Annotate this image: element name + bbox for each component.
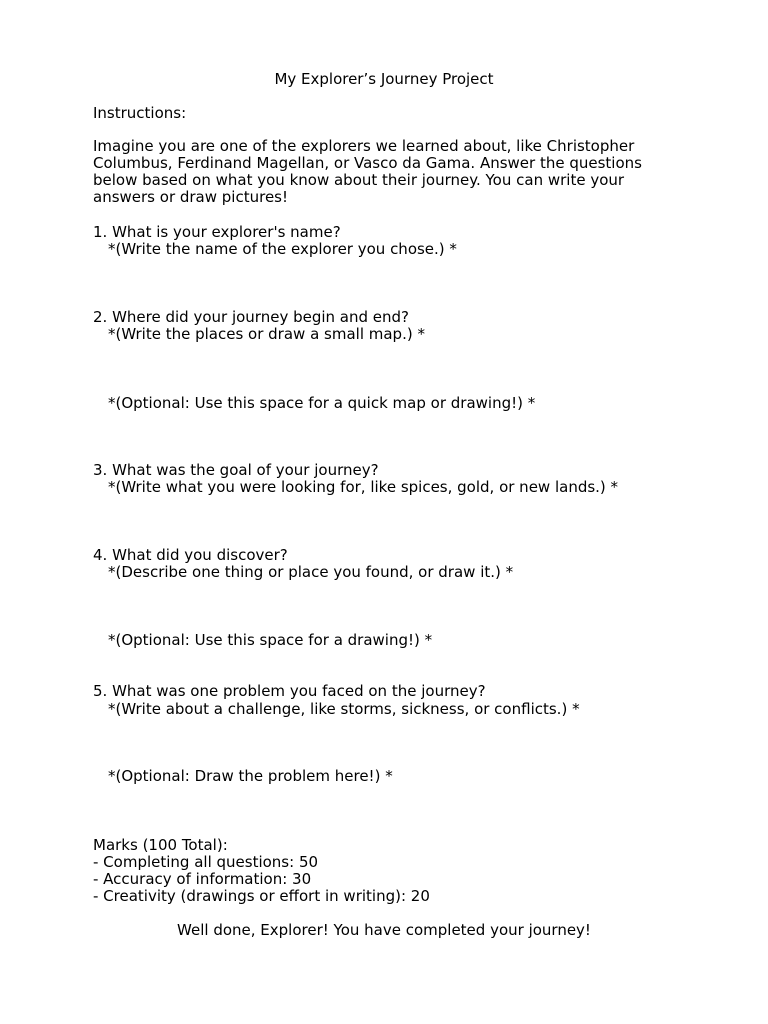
question-text: 2. Where did your journey begin and end?: [93, 308, 410, 326]
question-text: 4. What did you discover?: [93, 546, 288, 564]
question-hint: *(Write the places or draw a small map.) *: [108, 325, 425, 343]
intro-line: Imagine you are one of the explorers we learned about, like Christopher: [93, 137, 635, 155]
marks-item: - Completing all questions: 50: [93, 853, 319, 871]
closing-message: Well done, Explorer! You have completed your journey!: [177, 921, 591, 939]
question-text: 1. What is your explorer's name?: [93, 223, 341, 241]
question-hint: *(Write the name of the explorer you chose.) *: [108, 240, 457, 258]
document-title: My Explorer’s Journey Project: [274, 70, 494, 88]
marks-item: - Accuracy of information: 30: [93, 870, 312, 888]
intro-line: Columbus, Ferdinand Magellan, or Vasco da Gama. Answer the questions: [93, 154, 642, 172]
intro-line: answers or draw pictures!: [93, 188, 289, 206]
marks-item: - Creativity (drawings or effort in writing): 20: [93, 887, 430, 905]
optional-drawing-hint: *(Optional: Use this space for a drawing!) *: [108, 631, 433, 649]
intro-line: below based on what you know about their journey. You can write your: [93, 171, 625, 189]
question-hint: *(Describe one thing or place you found, or draw it.) *: [108, 563, 514, 581]
optional-drawing-hint: *(Optional: Use this space for a quick map or drawing!) *: [108, 394, 536, 412]
instructions-label: Instructions:: [93, 104, 187, 122]
question-hint: *(Write about a challenge, like storms, sickness, or conflicts.) *: [108, 700, 580, 718]
marks-heading: Marks (100 Total):: [93, 836, 228, 854]
question-text: 5. What was one problem you faced on the journey?: [93, 682, 486, 700]
optional-drawing-hint: *(Optional: Draw the problem here!) *: [108, 767, 393, 785]
question-hint: *(Write what you were looking for, like spices, gold, or new lands.) *: [108, 478, 619, 496]
question-text: 3. What was the goal of your journey?: [93, 461, 379, 479]
